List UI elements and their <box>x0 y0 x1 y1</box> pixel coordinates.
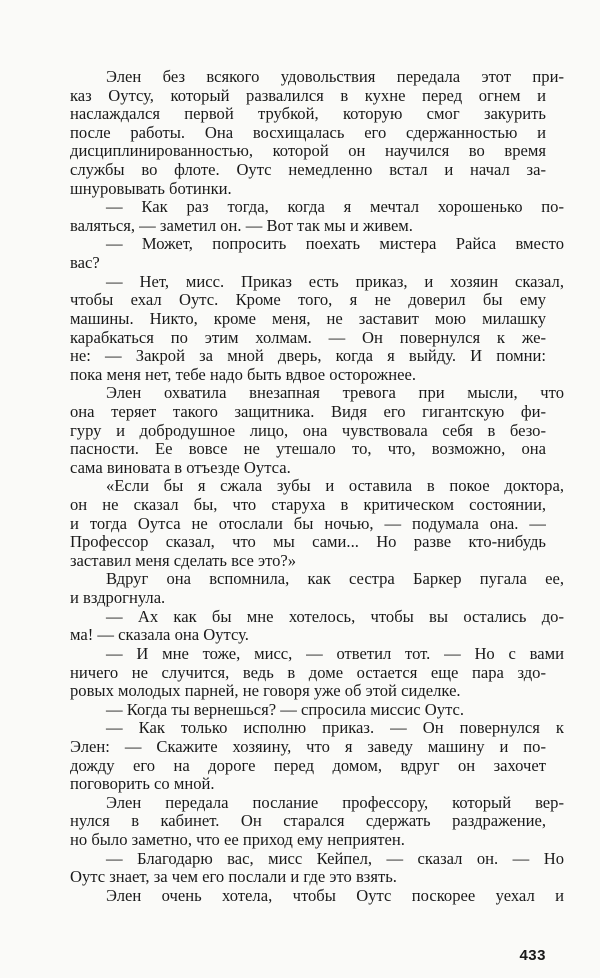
text-line: — Когда ты вернешься? — спросила миссис Оутс. <box>106 700 465 719</box>
text-line: каз Оутсу, который развалился в кухне перед огнем и <box>70 86 546 105</box>
text-line: «Если бы я сжала зубы и оставила в покое доктора, <box>106 477 564 496</box>
text-line: — Благодарю вас, мисс Кейпел, — сказал он. — Но <box>106 849 564 868</box>
text-line: дожду его на дороге перед домом, вдруг он захочет <box>70 756 546 775</box>
text-line: — И мне тоже, мисс, — ответил тот. — Но с вами <box>106 644 564 663</box>
text-line: нулся в кабинет. Он старался сдержать раздражение, <box>70 812 546 831</box>
text-line: пасности. Ее вовсе не утешало то, что, возможно, она <box>70 440 546 459</box>
text-line: Оутс знает, за чем его послали и где это взять. <box>70 868 397 887</box>
text-line: и тогда Оутса не отослали бы ночью, — подумала она. — <box>70 514 546 533</box>
text-line: дисциплинированностью, которой он научился во время <box>70 142 546 161</box>
text-line: машины. Никто, кроме меня, не заставит мою милашку <box>70 309 546 328</box>
text-line: ма! — сказала она Оутсу. <box>70 626 249 645</box>
text-line: ничего не случится, ведь в доме остается еще пара здо- <box>70 663 546 682</box>
text-line: — Может, попросить поехать мистера Райса вместо <box>106 235 564 254</box>
text-line: Элен без всякого удовольствия передала этот при- <box>106 68 564 86</box>
text-line: она теряет такого защитника. Видя его гигантскую фи- <box>70 402 546 421</box>
text-line: валяться, — заметил он. — Вот так мы и живем. <box>70 216 413 235</box>
text-line: чтобы ехал Оутс. Кроме того, я не доверил бы ему <box>70 291 546 310</box>
text-line: — Как только исполню приказ. — Он повернулся к <box>106 719 564 738</box>
text-line: карабкаться по этим холмам. — Он повернулся к же- <box>70 328 546 347</box>
text-line: пока меня нет, тебе надо быть вдвое осторожнее. <box>70 365 417 384</box>
text-line: — Нет, мисс. Приказ есть приказ, и хозяин сказал, <box>106 272 564 291</box>
text-line: заставил меня сделать все это?» <box>70 551 297 570</box>
text-line: Элен передала послание профессору, который вер- <box>106 793 564 812</box>
text-line: — Как раз тогда, когда я мечтал хорошенько по- <box>106 198 564 217</box>
text-line: — Ах как бы мне хотелось, чтобы вы остались до- <box>106 607 564 626</box>
text-line: шнуровывать ботинки. <box>70 179 232 198</box>
text-line: наслаждался первой трубкой, которую смог закурить <box>70 105 546 124</box>
text-line: службы во флоте. Оутс немедленно встал и начал за- <box>70 161 546 180</box>
text-line: Профессор сказал, что мы сами... Но разве кто-нибудь <box>70 533 546 552</box>
text-line: не: — Закрой за мной дверь, когда я выйду. И помни: <box>70 347 546 366</box>
text-line: и вздрогнула. <box>70 589 166 608</box>
text-line: Элен очень хотела, чтобы Оутс поскорее уехал и <box>106 886 564 905</box>
text-line: но было заметно, что ее приход ему неприятен. <box>70 830 405 849</box>
text-line: вас? <box>70 254 100 273</box>
text-line: Элен: — Скажите хозяину, что я заведу машину и по- <box>70 737 546 756</box>
text-line: после работы. Она восхищалась его сдержанностью и <box>70 123 546 142</box>
text-line: поговорить со мной. <box>70 775 215 794</box>
text-line: ровых молодых парней, не говоря уже об этой сиделке. <box>70 682 461 701</box>
page-text <box>70 68 564 905</box>
text-line: он не сказал бы, что старуха в критическом состоянии, <box>70 496 546 515</box>
text-line: сама виновата в отъезде Оутса. <box>70 458 291 477</box>
page-number: 433 <box>519 947 546 964</box>
text-line: Элен охватила внезапная тревога при мысли, что <box>106 384 564 403</box>
text-line: Вдруг она вспомнила, как сестра Баркер пугала ее, <box>106 570 564 589</box>
text-line: гуру и добродушное лицо, она чувствовала себя в безо- <box>70 421 546 440</box>
